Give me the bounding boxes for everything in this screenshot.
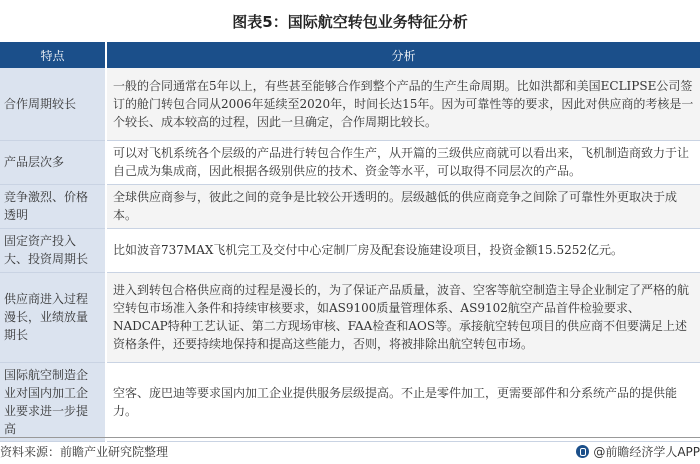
table-row [0,68,700,140]
feature-table [0,42,700,442]
source-note: 资料来源：前瞻产业研究院整理 [0,444,169,459]
column-header-analysis: 分析 [106,42,700,68]
page-title: 图表5：国际航空转包业务特征分析 [232,12,468,31]
row-analysis: 比如波音737MAX飞机完工及交付中心定制厂房及配套设施建设项目，投资金额15.5252亿元。 [106,228,700,272]
table-row [0,140,700,184]
row-feature: 供应商进入过程漫长，业绩放量期长 [0,272,106,362]
row-analysis: 进入到转包合格供应商的过程是漫长的，为了保证产品质量，波音、空客等航空制造主导企业制定了严格的航空转包市场准入条件和持续审核要求，如AS9100质量管理体系、AS9102航空产品首件检验要求、NADCAP特种工艺认证、第二方现场审核、FAA检查和AOS等。承接航空转包项目的供应商不但要满足上述资格条件，还要持续地保持和提高这些能力，否则，将被排除出航空转包市场。 [106,272,700,362]
column-header-feature: 特点 [0,42,106,68]
table-row [0,228,700,272]
row-feature: 产品层次多 [0,140,106,184]
row-analysis: 可以对飞机系统各个层级的产品进行转包合作生产，从开篇的三级供应商就可以看出来，飞机制造商致力于让自己成为集成商，因此根据各级别供应的技术、资金等水平，可以取得不同层次的产品。 [106,140,700,184]
table-row [0,184,700,228]
row-feature: 国际航空制造企业对国内加工企业要求进一步提高 [0,362,106,441]
row-analysis: 空客、庞巴迪等要求国内加工企业提供服务层级提高。不止是零件加工，更需要部件和分系统产品的提供能力。 [106,362,700,441]
brand-label: @前瞻经济学人APP [593,444,700,459]
brand [576,443,700,460]
table-header-row [0,42,700,68]
table-row [0,272,700,362]
row-analysis: 全球供应商参与，彼此之间的竞争是比较公开透明的。层级越低的供应商竞争之间除了可靠性外更取决于成本。 [106,184,700,228]
table-row [0,362,700,441]
row-feature: 固定资产投入大、投资周期长 [0,228,106,272]
row-analysis: 一般的合同通常在5年以上，有些甚至能够合作到整个产品的生产生命周期。比如洪都和美国ECLIPSE公司签订的舱门转包合同从2006年延续至2020年，时间长达15年。因为可靠性等的要求，因此对供应商的考核是一个较长、成本较高的过程，因此一旦确定，合作周期比较长。 [106,68,700,140]
footer [0,437,700,464]
brand-logo-icon [576,445,589,458]
row-feature: 合作周期较长 [0,68,106,140]
row-feature: 竞争激烈、价格透明 [0,184,106,228]
